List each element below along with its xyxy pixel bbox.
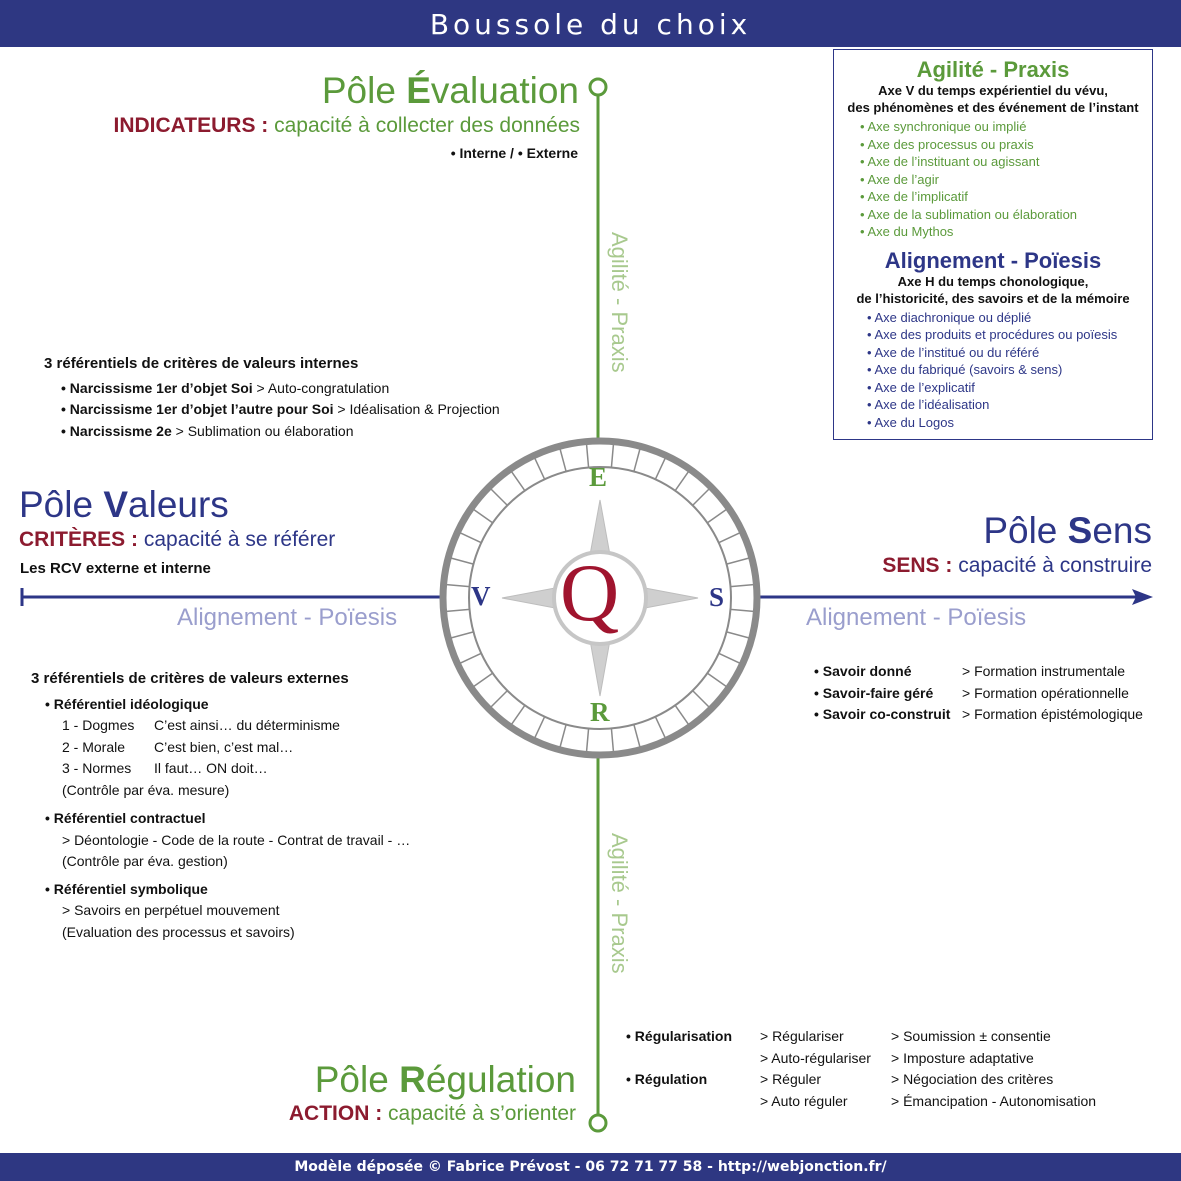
pole-sens-title: Pôle Sens: [983, 510, 1152, 551]
legend-box: Agilité - Praxis Axe V du temps expérientiel du vévu, des phénomènes et des événement de l’instant • Axe synchronique ou implié • Axe des processus ou praxis • Axe de l’instituant ou agissant • Axe de l’agir • Axe de l’implicatif • Axe de la sublimation ou élaboration • Axe du Mythos Alignement - Poïesis Axe H du temps chonologique, de l’historicité, des savoirs et de la mémoire • Axe diachronique ou déplié • Axe des produits et procédures ou poïesis • Axe de l’institué ou du référé • Axe du fabriqué (savoirs & sens) • Axe de l’explicatif • Axe de l’idéalisation • Axe du Logos: [833, 49, 1153, 440]
axis-label-alignement-left: Alignement - Poïesis: [177, 604, 398, 631]
alignement-title: Alignement - Poïesis: [884, 247, 1102, 273]
compass-letter-r: R: [590, 697, 610, 727]
sens-capacite: SENS : capacité à construire: [882, 554, 1152, 577]
valeurs-criteres: CRITÈRES : capacité à se référer: [19, 528, 336, 551]
axis-endpoint-bottom: [590, 1115, 606, 1131]
legend-item: • Axe du fabriqué (savoirs & sens): [867, 362, 1063, 377]
title-bar: Boussole du choix: [0, 0, 1181, 47]
legend-item: • Axe de l’explicatif: [867, 379, 975, 395]
alignement-list: [834, 309, 1152, 432]
internes-item: • Narcissisme 1er d’objet l’autre pour Soi > Idéalisation & Projection: [61, 401, 500, 417]
referentiels-internes: 3 référentiels de critères de valeurs internes • Narcissisme 1er d’objet Soi > Auto-congratulation • Narcissisme 1er d’objet l’autre pour Soi > Idéalisation & Projection • Narcissisme 2e > Sublimation ou élaboration: [44, 353, 500, 442]
internes-item: • Narcissisme 1er d’objet Soi > Auto-congratulation: [61, 379, 390, 396]
legend-item: • Axe de l’institué ou du référé: [867, 344, 1040, 360]
compass-letter-e: E: [589, 462, 608, 492]
axis-endpoint-top: [590, 79, 606, 95]
legend-item: • Axe de la sublimation ou élaboration: [860, 206, 1078, 222]
compass-center-q: Q: [560, 547, 620, 638]
footer-bar: Modèle déposée © Fabrice Prévost - 06 72 71 77 58 - http://webjonction.fr/: [0, 1153, 1181, 1181]
savoirs-list: [814, 661, 1143, 726]
legend-item: • Axe de l’implicatif: [860, 189, 968, 204]
legend-item: • Axe synchronique ou implié: [860, 119, 1027, 134]
valeurs-note: Les RCV externe et interne: [20, 560, 211, 577]
savoir-row: • Savoir-faire géré > Formation opérationnelle: [814, 684, 1129, 701]
internes-item: • Narcissisme 2e > Sublimation ou élaboration: [61, 422, 354, 439]
axis-label-agilite-top: Agilité - Praxis: [607, 232, 632, 373]
axis-label-alignement-right: Alignement - Poïesis: [806, 604, 1027, 631]
savoir-row: • Savoir donné > Formation instrumentale: [814, 663, 1126, 679]
legend-item: • Axe de l’agir: [860, 171, 939, 187]
legend-item: • Axe diachronique ou déplié: [867, 309, 1032, 325]
pole-regulation-title: Pôle Régulation: [314, 1059, 576, 1100]
pole-evaluation-title: Pôle Évaluation: [321, 70, 579, 111]
regulation-action: ACTION : capacité à s’orienter: [288, 1102, 576, 1125]
referentiels-externes: 3 référentiels de critères de valeurs externes • Référentiel idéologique 1 - Dogmes C’est ainsi… du déterminisme 2 - Morale C’est bien, c’est mal… 3 - Normes Il faut… ON doit… (Contrôle par éva. mesure) • Référentiel contractuel > Déontologie - Code de la route - Contrat de travail - … (Contrôle par éva. gestion) • Référentiel symbolique > Savoirs en perpétuel mouvement (Evaluation des processus et savoirs): [31, 670, 411, 940]
axis-label-agilite-bottom: Agilité - Praxis: [607, 833, 632, 974]
compass-letter-v: V: [471, 581, 491, 611]
legend-item: • Axe de l’idéalisation: [867, 397, 990, 412]
savoir-row: • Savoir co-construit > Formation épistémologique: [814, 706, 1143, 722]
legend-item: • Axe des produits et procédures ou poïesis: [867, 327, 1118, 342]
legend-item: • Axe du Logos: [867, 414, 954, 430]
regulation-list: • Régularisation > Régulariser > Soumission ± consentie > Auto-régulariser > Imposture adaptative • Régulation > Réguler > Négociation des critères > Auto réguler > Émancipation - Autonomisation: [626, 1028, 1097, 1109]
evaluation-indicateurs: INDICATEURS : capacité à collecter des données: [113, 114, 580, 137]
pole-valeurs-title: Pôle Valeurs: [19, 484, 229, 525]
agilite-title: Agilité - Praxis: [916, 57, 1070, 82]
evaluation-note: • Interne / • Externe: [450, 145, 578, 161]
agilite-list: [834, 118, 1152, 241]
legend-item: • Axe des processus ou praxis: [860, 136, 1034, 152]
compass-letter-s: S: [709, 582, 725, 612]
legend-item: • Axe de l’instituant ou agissant: [860, 154, 1040, 169]
legend-item: • Axe du Mythos: [860, 224, 954, 239]
